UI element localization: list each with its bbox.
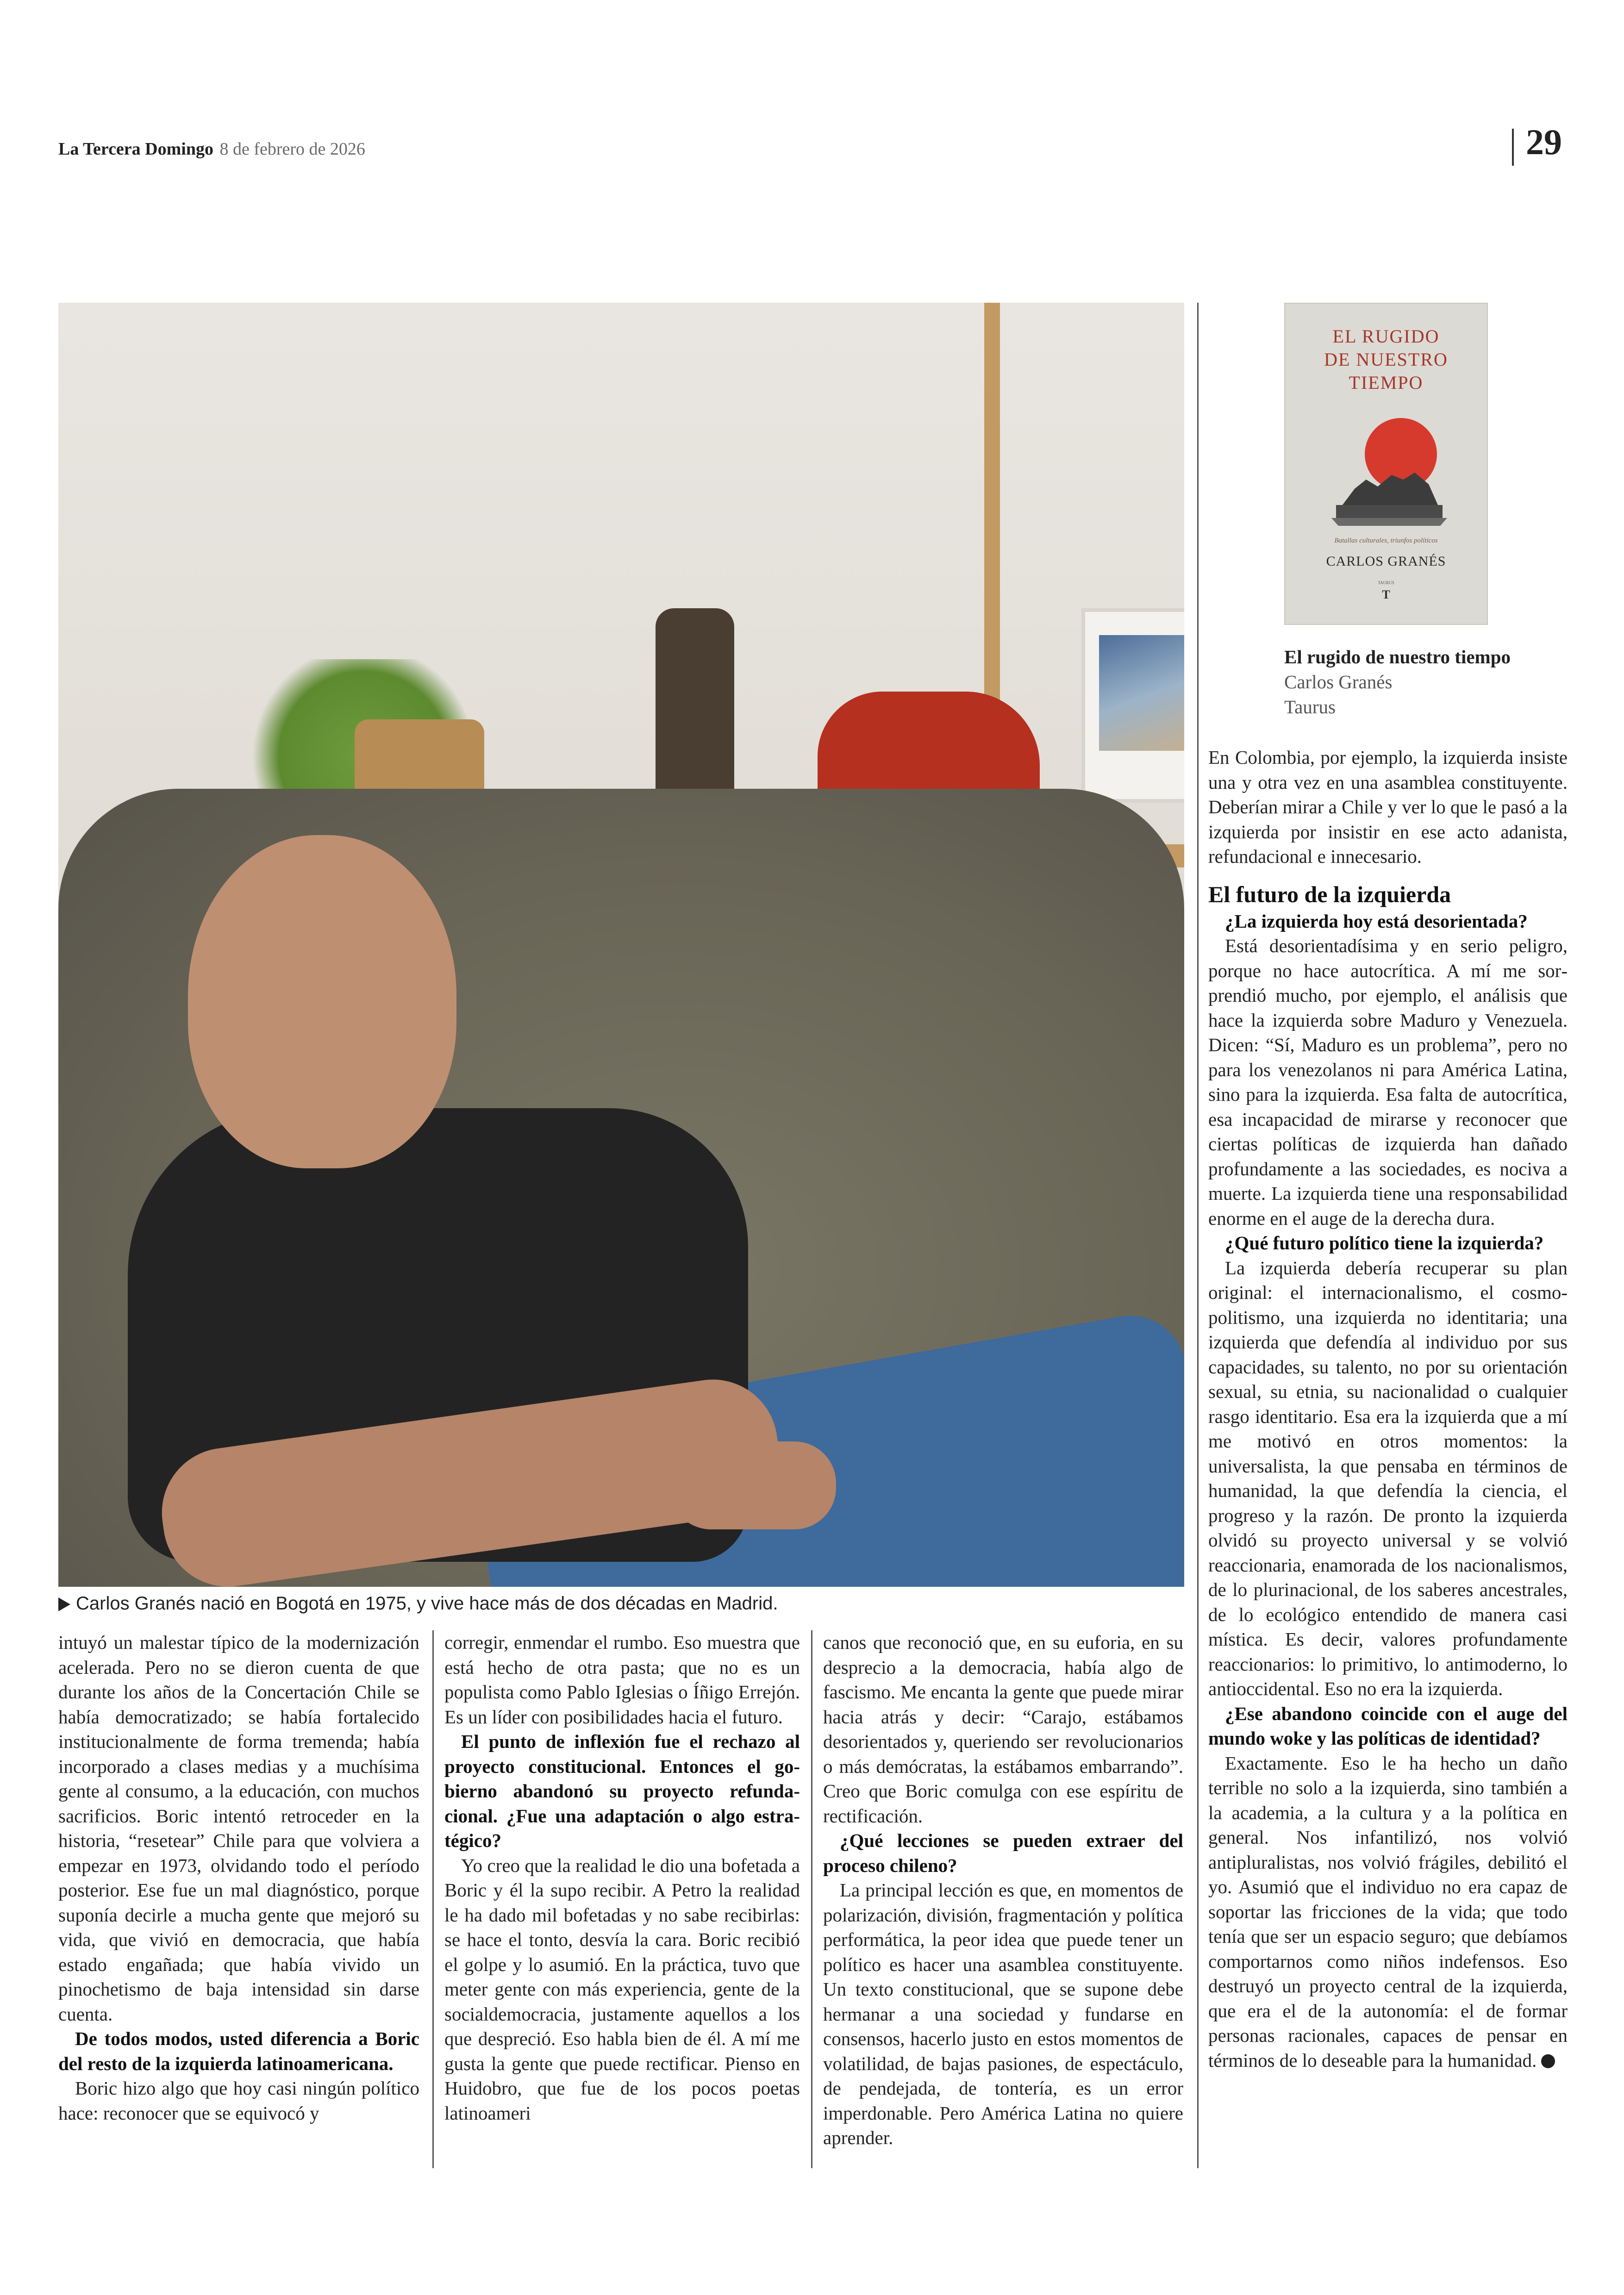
interview-question: ¿Qué futuro político tiene la izquierda? (1225, 1232, 1544, 1254)
interview-question: ¿Ese abandono coincide con el auge del mundo woke y las políticas de identidad? (1208, 1703, 1568, 1749)
interview-answer: Está desorientadísima y en serio peligro, porque no hace autocrítica. A mí me sorprendió mucho, por ejemplo, el análisis que hace la izquierda sobre Maduro y Venezuela. Dicen: “Sí, Maduro es un problema”, pero no para los venezolanos ni para América Latina, sino para la izquierda. Esa falta de autocrítica, esa incapacidad de mirarse y reconocer que ciertas políticas de izquierda han dañado profundamente a las sociedades, es nociva a muerte. La izquierda tiene una responsabilidad enorme en el auge de la derecha dura. (1208, 935, 1568, 1229)
running-header (58, 139, 365, 159)
page-number-rule (1512, 129, 1514, 166)
man-head (188, 835, 456, 1168)
book-cover-title-line: DE NUESTRO (1324, 349, 1448, 370)
book-author: Carlos Granés (1284, 671, 1393, 692)
article-column-3 (823, 1630, 1183, 2151)
end-of-article-icon (1541, 2054, 1555, 2068)
interview-question: De todos modos, usted diferencia a Boric del resto de la izquierda latinoamericana. (58, 2028, 419, 2074)
book-cover-title (1285, 325, 1487, 394)
interview-answer: corregir, enmendar el rumbo. Eso muestra que está hecho de otra pasta; que no es un populista como Pablo Iglesias o Íñigo Errejón. Es un líder con posibilidades hacia el futuro. (444, 1632, 800, 1727)
interview-answer: La principal lección es que, en momentos de polarización, división, fragmentación y política performática, la peor idea que puede tener un político es hacer una asamblea constituyente. Un texto constitucional, que se supone debe hermanar a una sociedad y fundarse en consensos, hacerlo justo en estos momentos de volatilidad, de bajas pasiones, de espectáculo, de pendejada, de tontería, es un error imperdonable. Pero América Latina no quiere aprender. (823, 1879, 1183, 2148)
book-cover-title-line: TIEMPO (1349, 372, 1424, 393)
issue-date: 8 de febrero de 2026 (219, 139, 365, 159)
book-publisher: Taurus (1284, 696, 1336, 717)
article-column-4 (1208, 745, 1568, 2073)
book-cover-publisher-small: TAURUS (1378, 580, 1394, 585)
book-info (1284, 644, 1511, 719)
interview-answer: Exactamente. Eso le ha hecho un daño terrible no solo a la izquierda, sino también a la academia, a la cultura y a la política en general. Nos infantilizó, nos volvió antipluralistas, nos volvió frágiles, debilitó el yo. Asumió que el individuo no era capaz de soportar las fricciones de la vida; que todo tenía que ser un espacio seguro; que debíamos comportarnos como niños indefensos. Eso destruyó un proyecto central de la izquierda, que era el de la autonomía: el de formar personas racionales, capaces de pensar en términos de lo deseable para la humanidad. (1208, 1752, 1568, 2071)
book-cover (1284, 303, 1488, 625)
article-column-2 (444, 1630, 800, 2126)
page-number: 29 (1526, 122, 1562, 162)
framed-picture (1081, 608, 1184, 803)
interview-answer: intuyó un malestar típico de la modernización acelerada. Pero no se dieron cuenta de que durante los años de la Concertación Chile se había democratizado; se había fortalecido institucionalmente de forma tremenda; había incorporado a clases medias y a muchísima gente al consumo, a la educación, con muchos sacrificios. Boric intentó retroceder en la historia, “resetear” Chile para que volviera a empezar en 1973, olvidando todo el período posterior. Ese fue un mal diagnóstico, porque suponía decirle a mucha gente que mejoró su vida, que vivió en democracia, que había estado engañada; que había vivido un pinochetismo de baja intensidad sin darse cuenta. (58, 1632, 419, 2025)
column-divider (811, 1630, 812, 2168)
interview-answer: Yo creo que la realidad le dio una bofetada a Boric y él la supo recibir. A Petro la realidad le ha dado mil bofetadas y no sabe recibirlas: se hace el tonto, desvía la cara. Boric recibió el golpe y lo asumió. En la práctica, tuvo que meter gente con más experiencia, gente de la socialdemocracia, justamente aquellos a los que despreció. Eso habla bien de él. A mí me gusta la gente que puede rectificar. Pienso en Huidobro, que fue de los pocos poetas latinoameri (444, 1854, 800, 2124)
book-cover-subtitle: Batallas culturales, triunfos políticos (1334, 537, 1438, 544)
photo-caption (58, 1593, 778, 1614)
book-title: El rugido de nuestro tiempo (1284, 646, 1511, 667)
interview-answer: La izquierda debería recuperar su plan original: el internacionalismo, el cosmopolitismo, una izquierda no identitaria; una izquierda que defendía al individuo por sus capacidades, su talento, no por su orientación sexual, su etnia, su nacionalidad o cualquier rasgo identitario. Esa era la izquierda que a mí me motivó en otros momentos: la universalista, la que pensaba en términos de humanidad, la que defendía la ciencia, el progreso y la razón. De pronto la izquierda olvidó su proyecto universal y se volvió reaccionaria, enamorada de los nacionalismos, de lo plurinacional, de los saberes ancestrales, de lo ecológico entendido de manera casi mística. Es decir, valores profundamente reaccionarios: lo primitivo, lo antimoderno, lo antioccidental. Eso no era la izquierda. (1208, 1257, 1568, 1699)
interview-answer: En Colombia, por ejemplo, la izquierda insiste una y otra vez en una asamblea constituyente. Deberían mirar a Chile y ver lo que le pasó a la izquierda por insistir en ese acto adanista, refundacional e innecesario. (1208, 747, 1568, 867)
hand (669, 1441, 836, 1529)
interview-question: ¿La izquierda hoy está desorientada? (1225, 910, 1528, 932)
book-cover-publisher-logo: T (1382, 588, 1390, 601)
caption-arrow-icon (58, 1597, 70, 1611)
book-cover-illustration (1322, 410, 1452, 530)
publication-name: La Tercera Domingo (58, 139, 213, 159)
article-column-1 (58, 1630, 419, 2126)
photo-caption-text: Carlos Granés nació en Bogotá en 1975, y vive hace más de dos décadas en Madrid. (76, 1593, 778, 1614)
framed-artwork (1099, 635, 1184, 751)
interview-answer: Boric hizo algo que hoy casi ningún político hace: reconocer que se equivocó y (58, 2077, 419, 2124)
book-cover-author: CARLOS GRANÉS (1326, 554, 1446, 569)
portrait-photo (58, 303, 1184, 1587)
interview-question: ¿Qué lecciones se pueden extraer del proceso chileno? (823, 1830, 1183, 1876)
column-divider (1197, 303, 1199, 2168)
interview-answer: canos que reconoció que, en su euforia, en su desprecio a la democracia, había algo de fascismo. Me encanta la gente que puede mirar hacia atrás y decir: “Carajo, estábamos desorientados y, queriendo ser revolucionarios o más demócratas, la estábamos embarrando”. Creo que Boric comulga con ese espíritu de rectificación. (823, 1632, 1183, 1827)
interview-question: El punto de inflexión fue el rechazo al proyecto constitucional. Entonces el gobierno abandonó su proyecto refundacional. ¿Fue una adaptación o algo estratégico? (444, 1731, 800, 1851)
book-cover-title-line: EL RUGIDO (1332, 326, 1440, 347)
section-heading: El futuro de la izquierda (1208, 881, 1451, 907)
column-divider (432, 1630, 434, 2168)
